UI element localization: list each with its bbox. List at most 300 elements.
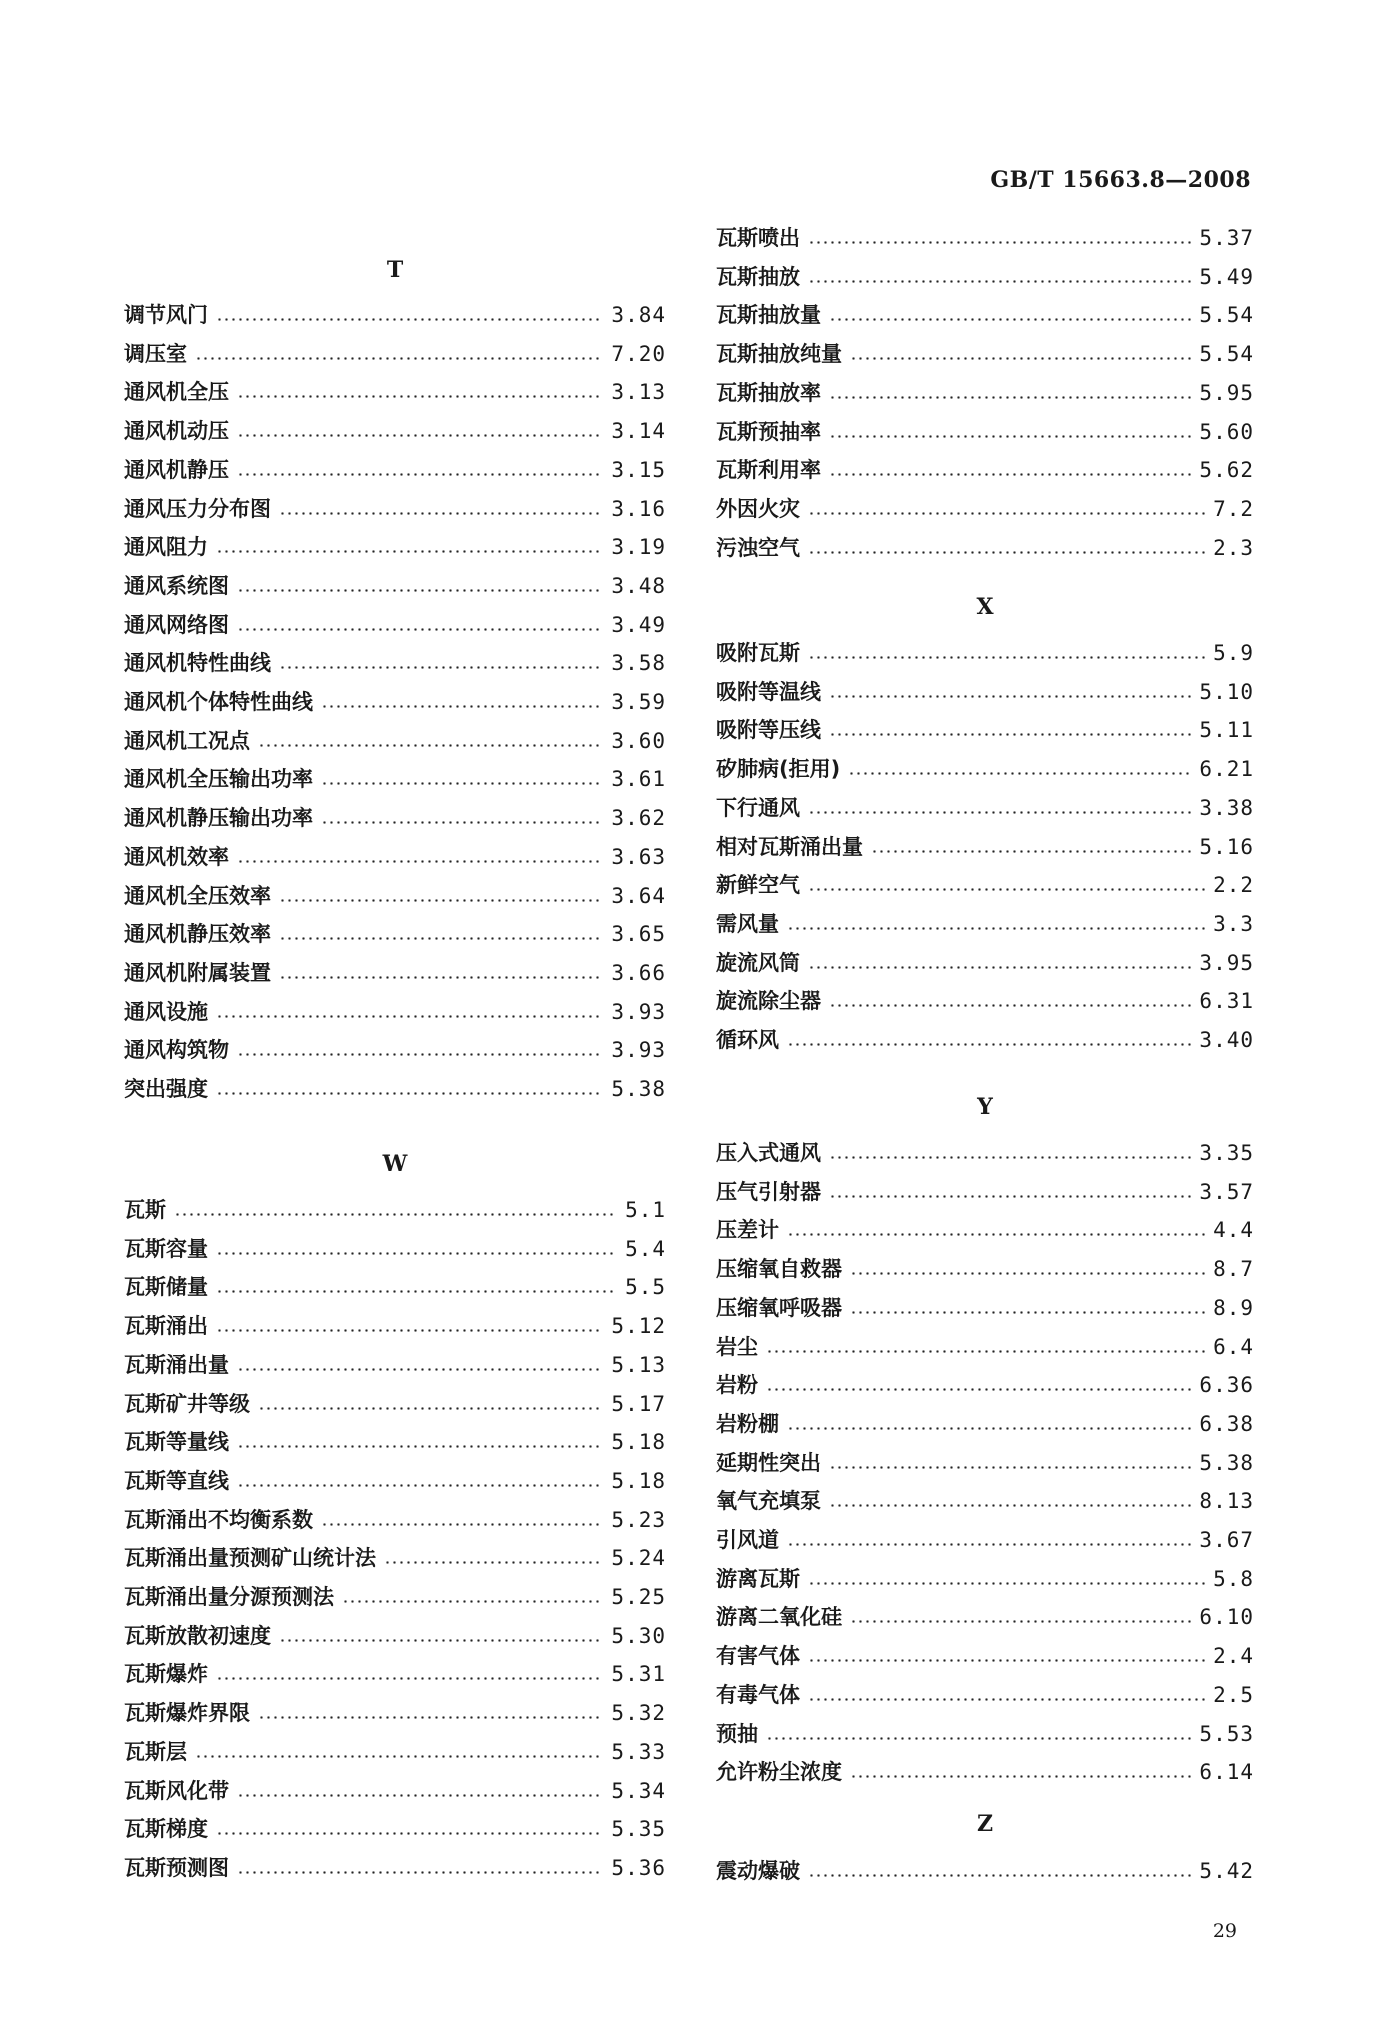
clause-reference: 3.3 (1213, 912, 1254, 936)
index-entry (124, 881, 666, 911)
dot-leader (808, 656, 1205, 659)
dot-leader (237, 1484, 603, 1487)
dot-leader (766, 1388, 1191, 1391)
dot-leader (216, 318, 603, 321)
dot-leader (216, 1015, 603, 1018)
clause-reference: 5.37 (1199, 226, 1254, 250)
dot-leader (829, 1466, 1191, 1469)
index-entry (716, 638, 1254, 668)
index-entry (124, 919, 666, 949)
dot-leader (808, 1698, 1205, 1701)
dot-leader (829, 473, 1191, 476)
clause-reference: 5.60 (1199, 420, 1254, 444)
index-term: 延期性突出 (716, 1451, 821, 1475)
dot-leader (829, 396, 1191, 399)
index-term: 瓦斯梯度 (124, 1817, 208, 1841)
index-term: 通风机全压输出功率 (124, 767, 313, 791)
clause-reference: 3.95 (1199, 951, 1254, 975)
index-term: 有毒气体 (716, 1683, 800, 1707)
dot-leader (850, 357, 1191, 360)
index-entry (124, 377, 666, 407)
page-number: 29 (1212, 1920, 1237, 1942)
dot-leader (808, 551, 1205, 554)
index-term: 调节风门 (124, 303, 208, 327)
index-term: 突出强度 (124, 1077, 208, 1101)
dot-leader (808, 966, 1191, 969)
dot-leader (258, 1716, 603, 1719)
clause-reference: 3.64 (611, 884, 666, 908)
dot-leader (808, 888, 1205, 891)
index-entry (716, 870, 1254, 900)
index-term: 污浊空气 (716, 536, 800, 560)
clause-reference: 3.14 (611, 419, 666, 443)
dot-leader (850, 1311, 1205, 1314)
clause-reference: 5.8 (1213, 1567, 1254, 1591)
index-entry (124, 1311, 666, 1341)
index-term: 瓦斯预抽率 (716, 420, 821, 444)
clause-reference: 7.2 (1213, 497, 1254, 521)
index-term: 需风量 (716, 912, 779, 936)
index-term: 通风压力分布图 (124, 497, 271, 521)
index-entry (124, 1234, 666, 1264)
dot-leader (195, 357, 603, 360)
index-entry (124, 1427, 666, 1457)
dot-leader (808, 811, 1191, 814)
clause-reference: 8.9 (1213, 1296, 1254, 1320)
index-term: 震动爆破 (716, 1859, 800, 1883)
clause-reference: 3.40 (1199, 1028, 1254, 1052)
section-letter: T (386, 257, 404, 283)
index-entry (716, 1602, 1254, 1632)
clause-reference: 3.61 (611, 767, 666, 791)
index-term: 吸附等压线 (716, 718, 821, 742)
index-term: 瓦斯抽放量 (716, 303, 821, 327)
dot-leader (342, 1600, 603, 1603)
clause-reference: 3.67 (1199, 1528, 1254, 1552)
section-letter: W (382, 1151, 408, 1177)
index-term: 岩粉棚 (716, 1412, 779, 1436)
dot-leader (829, 435, 1191, 438)
index-term: 通风机个体特性曲线 (124, 690, 313, 714)
dot-leader (829, 1504, 1191, 1507)
index-entry (716, 754, 1254, 784)
index-term: 瓦斯涌出 (124, 1314, 208, 1338)
index-term: 新鲜空气 (716, 873, 800, 897)
index-term: 压缩氧自救器 (716, 1257, 842, 1281)
clause-reference: 8.13 (1199, 1489, 1254, 1513)
clause-reference: 5.17 (611, 1392, 666, 1416)
clause-reference: 7.20 (611, 342, 666, 366)
clause-reference: 6.31 (1199, 989, 1254, 1013)
index-entry (716, 1025, 1254, 1055)
clause-reference: 3.93 (611, 1038, 666, 1062)
dot-leader (850, 1775, 1191, 1778)
index-term: 通风阻力 (124, 535, 208, 559)
index-term: 瓦斯等直线 (124, 1469, 229, 1493)
index-term: 压差计 (716, 1218, 779, 1242)
dot-leader (216, 1290, 617, 1293)
index-term: 旋流风筒 (716, 951, 800, 975)
index-term: 瓦斯储量 (124, 1275, 208, 1299)
index-term: 通风机静压输出功率 (124, 806, 313, 830)
index-entry (716, 494, 1254, 524)
dot-leader (384, 1561, 603, 1564)
index-entry (124, 958, 666, 988)
clause-reference: 3.16 (611, 497, 666, 521)
dot-leader (216, 1252, 617, 1255)
index-entry (124, 687, 666, 717)
index-term: 瓦斯层 (124, 1740, 187, 1764)
index-term: 瓦斯涌出不均衡系数 (124, 1508, 313, 1532)
index-entry (124, 803, 666, 833)
dot-leader (216, 1677, 603, 1680)
dot-leader (237, 628, 603, 631)
index-term: 瓦斯抽放 (716, 265, 800, 289)
index-entry (124, 339, 666, 369)
dot-leader (829, 1004, 1191, 1007)
index-entry (716, 1448, 1254, 1478)
dot-leader (237, 1794, 603, 1797)
index-entry (124, 1543, 666, 1573)
index-entry (124, 1074, 666, 1104)
index-entry (124, 1350, 666, 1380)
index-entry (716, 1564, 1254, 1594)
clause-reference: 3.60 (611, 729, 666, 753)
clause-reference: 5.13 (611, 1353, 666, 1377)
clause-reference: 3.62 (611, 806, 666, 830)
index-term: 瓦斯涌出量分源预测法 (124, 1585, 334, 1609)
index-term: 瓦斯放散初速度 (124, 1624, 271, 1648)
index-entry (716, 832, 1254, 862)
dot-leader (237, 1871, 603, 1874)
dot-leader (279, 666, 603, 669)
index-term: 瓦斯爆炸界限 (124, 1701, 250, 1725)
dot-leader (829, 318, 1191, 321)
clause-reference: 3.59 (611, 690, 666, 714)
dot-leader (808, 1582, 1205, 1585)
dot-leader (321, 1523, 603, 1526)
index-entry (124, 1621, 666, 1651)
index-entry (124, 455, 666, 485)
dot-leader (850, 1272, 1205, 1275)
index-entry (716, 1486, 1254, 1516)
index-entry (124, 1505, 666, 1535)
clause-reference: 4.4 (1213, 1218, 1254, 1242)
dot-leader (787, 1427, 1191, 1430)
dot-leader (258, 744, 603, 747)
index-term: 通风网络图 (124, 613, 229, 637)
index-entry (124, 1195, 666, 1225)
index-term: 通风机全压 (124, 380, 229, 404)
dot-leader (279, 512, 603, 515)
index-entry (716, 1370, 1254, 1400)
index-entry (716, 1525, 1254, 1555)
clause-reference: 3.65 (611, 922, 666, 946)
clause-reference: 3.93 (611, 1000, 666, 1024)
index-entry (716, 986, 1254, 1016)
dot-leader (850, 1620, 1191, 1623)
clause-reference: 3.66 (611, 961, 666, 985)
dot-leader (808, 241, 1191, 244)
index-entry (124, 842, 666, 872)
clause-reference: 3.63 (611, 845, 666, 869)
clause-reference: 6.21 (1199, 757, 1254, 781)
clause-reference: 3.13 (611, 380, 666, 404)
index-entry (716, 1215, 1254, 1245)
index-entry (124, 1582, 666, 1612)
index-entry (716, 1680, 1254, 1710)
index-term: 通风构筑物 (124, 1038, 229, 1062)
clause-reference: 5.53 (1199, 1722, 1254, 1746)
dot-leader (237, 1445, 603, 1448)
index-term: 瓦斯容量 (124, 1237, 208, 1261)
clause-reference: 3.15 (611, 458, 666, 482)
index-entry (716, 378, 1254, 408)
clause-reference: 6.10 (1199, 1605, 1254, 1629)
index-entry (124, 1389, 666, 1419)
index-term: 瓦斯涌出量预测矿山统计法 (124, 1546, 376, 1570)
dot-leader (829, 1156, 1191, 1159)
dot-leader (279, 937, 603, 940)
index-entry (716, 1138, 1254, 1168)
dot-leader (237, 1053, 603, 1056)
clause-reference: 5.1 (625, 1198, 666, 1222)
clause-reference: 5.38 (1199, 1451, 1254, 1475)
index-entry (124, 532, 666, 562)
index-term: 通风机特性曲线 (124, 651, 271, 675)
index-entry (716, 417, 1254, 447)
index-term: 瓦斯爆炸 (124, 1662, 208, 1686)
clause-reference: 5.24 (611, 1546, 666, 1570)
index-term: 通风机动压 (124, 419, 229, 443)
index-entry (124, 1272, 666, 1302)
index-entry (716, 715, 1254, 745)
dot-leader (216, 550, 603, 553)
dot-leader (237, 395, 603, 398)
index-term: 游离瓦斯 (716, 1567, 800, 1591)
index-term: 瓦斯预测图 (124, 1856, 229, 1880)
index-entry (124, 1814, 666, 1844)
clause-reference: 3.35 (1199, 1141, 1254, 1165)
index-term: 通风机静压 (124, 458, 229, 482)
dot-leader (808, 280, 1191, 283)
dot-leader (787, 1543, 1191, 1546)
clause-reference: 2.2 (1213, 873, 1254, 897)
index-entry (716, 1293, 1254, 1323)
dot-leader (829, 695, 1191, 698)
dot-leader (174, 1213, 617, 1216)
index-term: 吸附等温线 (716, 680, 821, 704)
clause-reference: 5.23 (611, 1508, 666, 1532)
section-letter: Z (976, 1811, 994, 1837)
clause-reference: 5.54 (1199, 303, 1254, 327)
dot-leader (787, 1233, 1205, 1236)
index-entry (124, 1035, 666, 1065)
dot-leader (216, 1832, 603, 1835)
index-term: 岩尘 (716, 1335, 758, 1359)
index-term: 引风道 (716, 1528, 779, 1552)
dot-leader (321, 782, 603, 785)
index-entry (124, 1466, 666, 1496)
clause-reference: 5.5 (625, 1275, 666, 1299)
dot-leader (237, 434, 603, 437)
index-term: 通风系统图 (124, 574, 229, 598)
index-entry (124, 416, 666, 446)
index-entry (716, 300, 1254, 330)
index-entry (716, 793, 1254, 823)
clause-reference: 6.38 (1199, 1412, 1254, 1436)
index-entry (716, 223, 1254, 253)
index-term: 瓦斯等量线 (124, 1430, 229, 1454)
index-term: 瓦斯抽放率 (716, 381, 821, 405)
dot-leader (216, 1092, 603, 1095)
index-term: 外因火灾 (716, 497, 800, 521)
index-entry (716, 1856, 1254, 1886)
index-entry (124, 764, 666, 794)
dot-leader (808, 1874, 1191, 1877)
clause-reference: 5.36 (611, 1856, 666, 1880)
clause-reference: 5.33 (611, 1740, 666, 1764)
clause-reference: 5.9 (1213, 641, 1254, 665)
clause-reference: 2.3 (1213, 536, 1254, 560)
clause-reference: 3.58 (611, 651, 666, 675)
index-term: 旋流除尘器 (716, 989, 821, 1013)
clause-reference: 8.7 (1213, 1257, 1254, 1281)
index-term: 瓦斯 (124, 1198, 166, 1222)
index-term: 通风设施 (124, 1000, 208, 1024)
index-entry (124, 1737, 666, 1767)
clause-reference: 5.18 (611, 1469, 666, 1493)
section-letter: X (976, 594, 994, 620)
clause-reference: 6.36 (1199, 1373, 1254, 1397)
clause-reference: 5.30 (611, 1624, 666, 1648)
clause-reference: 3.48 (611, 574, 666, 598)
index-term: 压入式通风 (716, 1141, 821, 1165)
section-letter: Y (977, 1094, 993, 1120)
dot-leader (237, 1368, 603, 1371)
index-term: 瓦斯矿井等级 (124, 1392, 250, 1416)
index-term: 通风机静压效率 (124, 922, 271, 946)
index-term: 通风机工况点 (124, 729, 250, 753)
index-term: 瓦斯利用率 (716, 458, 821, 482)
index-term: 压缩氧呼吸器 (716, 1296, 842, 1320)
clause-reference: 3.38 (1199, 796, 1254, 820)
clause-reference: 5.34 (611, 1779, 666, 1803)
index-entry (716, 1177, 1254, 1207)
clause-reference: 5.10 (1199, 680, 1254, 704)
dot-leader (237, 473, 603, 476)
index-term: 允许粉尘浓度 (716, 1760, 842, 1784)
dot-leader (766, 1737, 1191, 1740)
index-entry (716, 948, 1254, 978)
index-entry (716, 533, 1254, 563)
dot-leader (195, 1755, 603, 1758)
index-entry (124, 648, 666, 678)
index-term: 瓦斯抽放纯量 (716, 342, 842, 366)
dot-leader (808, 512, 1205, 515)
index-term: 预抽 (716, 1722, 758, 1746)
clause-reference: 5.95 (1199, 381, 1254, 405)
index-entry (124, 726, 666, 756)
index-entry (716, 1641, 1254, 1671)
dot-leader (787, 927, 1205, 930)
clause-reference: 3.19 (611, 535, 666, 559)
clause-reference: 5.16 (1199, 835, 1254, 859)
dot-leader (258, 1407, 603, 1410)
index-entry (716, 455, 1254, 485)
dot-leader (216, 1329, 603, 1332)
index-term: 相对瓦斯涌出量 (716, 835, 863, 859)
index-term: 游离二氧化硅 (716, 1605, 842, 1629)
clause-reference: 6.4 (1213, 1335, 1254, 1359)
clause-reference: 5.25 (611, 1585, 666, 1609)
dot-leader (766, 1350, 1205, 1353)
clause-reference: 5.35 (611, 1817, 666, 1841)
dot-leader (279, 1639, 603, 1642)
index-term: 有害气体 (716, 1644, 800, 1668)
index-entry (716, 909, 1254, 939)
index-entry (124, 1853, 666, 1883)
dot-leader (279, 899, 603, 902)
standard-code-header: GB/T 15663.8—2008 (990, 167, 1251, 193)
clause-reference: 3.57 (1199, 1180, 1254, 1204)
clause-reference: 2.5 (1213, 1683, 1254, 1707)
dot-leader (871, 850, 1191, 853)
index-entry (716, 1332, 1254, 1362)
index-entry (716, 339, 1254, 369)
index-entry (124, 571, 666, 601)
index-entry (716, 677, 1254, 707)
index-entry (124, 610, 666, 640)
index-term: 矽肺病(拒用) (716, 757, 841, 781)
dot-leader (321, 705, 603, 708)
index-entry (124, 997, 666, 1027)
clause-reference: 5.54 (1199, 342, 1254, 366)
clause-reference: 5.11 (1199, 718, 1254, 742)
index-entry (124, 494, 666, 524)
index-term: 通风机效率 (124, 845, 229, 869)
dot-leader (848, 772, 1191, 775)
index-entry (716, 1757, 1254, 1787)
dot-leader (787, 1043, 1191, 1046)
index-term: 氧气充填泵 (716, 1489, 821, 1513)
clause-reference: 3.49 (611, 613, 666, 637)
clause-reference: 5.42 (1199, 1859, 1254, 1883)
clause-reference: 5.12 (611, 1314, 666, 1338)
dot-leader (237, 589, 603, 592)
clause-reference: 6.14 (1199, 1760, 1254, 1784)
index-term: 瓦斯风化带 (124, 1779, 229, 1803)
index-entry (124, 1698, 666, 1728)
clause-reference: 5.31 (611, 1662, 666, 1686)
clause-reference: 5.62 (1199, 458, 1254, 482)
index-term: 下行通风 (716, 796, 800, 820)
index-term: 循环风 (716, 1028, 779, 1052)
index-entry (716, 262, 1254, 292)
clause-reference: 5.38 (611, 1077, 666, 1101)
index-entry (124, 1659, 666, 1689)
dot-leader (279, 976, 603, 979)
clause-reference: 5.49 (1199, 265, 1254, 289)
dot-leader (237, 860, 603, 863)
index-term: 通风机附属装置 (124, 961, 271, 985)
index-entry (124, 1776, 666, 1806)
index-entry (124, 300, 666, 330)
index-term: 压气引射器 (716, 1180, 821, 1204)
clause-reference: 3.84 (611, 303, 666, 327)
index-term: 瓦斯涌出量 (124, 1353, 229, 1377)
index-entry (716, 1254, 1254, 1284)
